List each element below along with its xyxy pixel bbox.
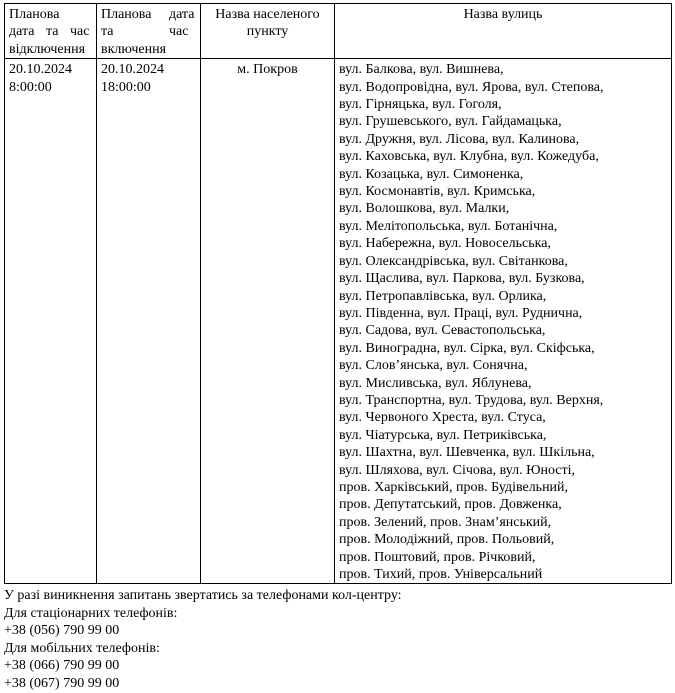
street-line: пров. Депутатський, пров. Довженка, <box>339 497 562 513</box>
header-planned-off-line-3: відключення <box>9 41 86 57</box>
header-planned-on-line-2: та час <box>101 24 189 40</box>
street-line: вул. Гірняцька, вул. Гоголя, <box>339 97 502 113</box>
street-line: вул. Водопровідна, вул. Ярова, вул. Степова, <box>339 79 604 95</box>
street-line: вул. Козацька, вул. Симоненка, <box>339 166 524 182</box>
street-line: вул. Виноградна, вул. Сірка, вул. Скіфська, <box>339 340 595 356</box>
street-line: вул. Мелітопольська, вул. Ботанічна, <box>339 218 558 234</box>
street-line: пров. Тихий, пров. Універсальний <box>339 567 543 582</box>
landline-label: Для стаціонарних телефонів: <box>4 605 178 621</box>
street-line: вул. Слов’янська, вул. Сонячна, <box>339 358 528 374</box>
street-line: вул. Каховська, вул. Клубна, вул. Кожедуба, <box>339 149 599 165</box>
street-line: вул. Шахтна, вул. Шевченка, вул. Шкільна, <box>339 445 595 461</box>
header-planned-off <box>5 4 97 59</box>
header-streets: Назва вулиць <box>335 4 672 59</box>
header-planned-off-line-2: дата та час <box>9 24 90 40</box>
table-header-row <box>5 4 672 59</box>
street-line: вул. Набережна, вул. Новосельська, <box>339 236 551 252</box>
street-line: вул. Космонавтів, вул. Кримська, <box>339 184 536 200</box>
contact-info <box>4 587 402 693</box>
outage-schedule-table <box>4 3 672 584</box>
cell-planned-off <box>5 59 97 584</box>
street-line: вул. Олександрівська, вул. Світанкова, <box>339 253 568 269</box>
street-line: вул. Грушевського, вул. Гайдамацька, <box>339 114 562 130</box>
street-line: вул. Петропавлівська, вул. Орлика, <box>339 288 547 304</box>
street-line: вул. Південна, вул. Праці, вул. Руднична, <box>339 305 583 321</box>
street-line: пров. Поштовий, пров. Річковий, <box>339 549 536 565</box>
header-planned-on-line-3: включення <box>101 41 167 57</box>
street-line: пров. Зелений, пров. Знам’янський, <box>339 514 552 530</box>
header-planned-on <box>97 4 201 59</box>
street-line: вул. Мисливська, вул. Яблунева, <box>339 375 532 391</box>
street-line: вул. Волошкова, вул. Малки, <box>339 201 510 217</box>
header-planned-on-line-1: Планова дата <box>101 7 195 22</box>
header-planned-off-line-1: Планова <box>9 7 60 22</box>
header-settlement: Назва населеного пункту <box>201 4 335 59</box>
mobile-phone: +38 (067) 790 99 00 <box>4 675 120 691</box>
off-time: 8:00:00 <box>9 79 52 95</box>
cell-streets <box>335 59 672 584</box>
street-line: вул. Шляхова, вул. Січова, вул. Юності, <box>339 462 576 478</box>
on-date: 20.10.2024 <box>101 62 164 78</box>
street-line: вул. Транспортна, вул. Трудова, вул. Верхня, <box>339 392 604 408</box>
cell-planned-on <box>97 59 201 584</box>
contact-intro: У разі виникнення запитань звертатись за телефонами кол-центру: <box>4 588 402 603</box>
landline-phone: +38 (056) 790 99 00 <box>4 623 120 639</box>
street-line: вул. Щаслива, вул. Паркова, вул. Бузкова, <box>339 271 585 287</box>
street-line: вул. Садова, вул. Севастопольська, <box>339 323 546 339</box>
street-line: вул. Балкова, вул. Вишнева, <box>339 62 504 78</box>
table-row <box>5 59 672 584</box>
street-line: пров. Харківський, пров. Будівельний, <box>339 479 569 495</box>
street-line: вул. Дружня, вул. Лісова, вул. Калинова, <box>339 131 580 147</box>
mobile-label: Для мобільних телефонів: <box>4 640 160 656</box>
cell-settlement: м. Покров <box>201 59 335 584</box>
street-line: вул. Чіатурська, вул. Петриківська, <box>339 427 547 443</box>
street-line: вул. Червоного Хреста, вул. Стуса, <box>339 410 546 426</box>
on-time: 18:00:00 <box>101 79 151 95</box>
off-date: 20.10.2024 <box>9 62 72 78</box>
street-line: пров. Молодіжний, пров. Польовий, <box>339 532 555 548</box>
mobile-phone: +38 (066) 790 99 00 <box>4 658 120 674</box>
